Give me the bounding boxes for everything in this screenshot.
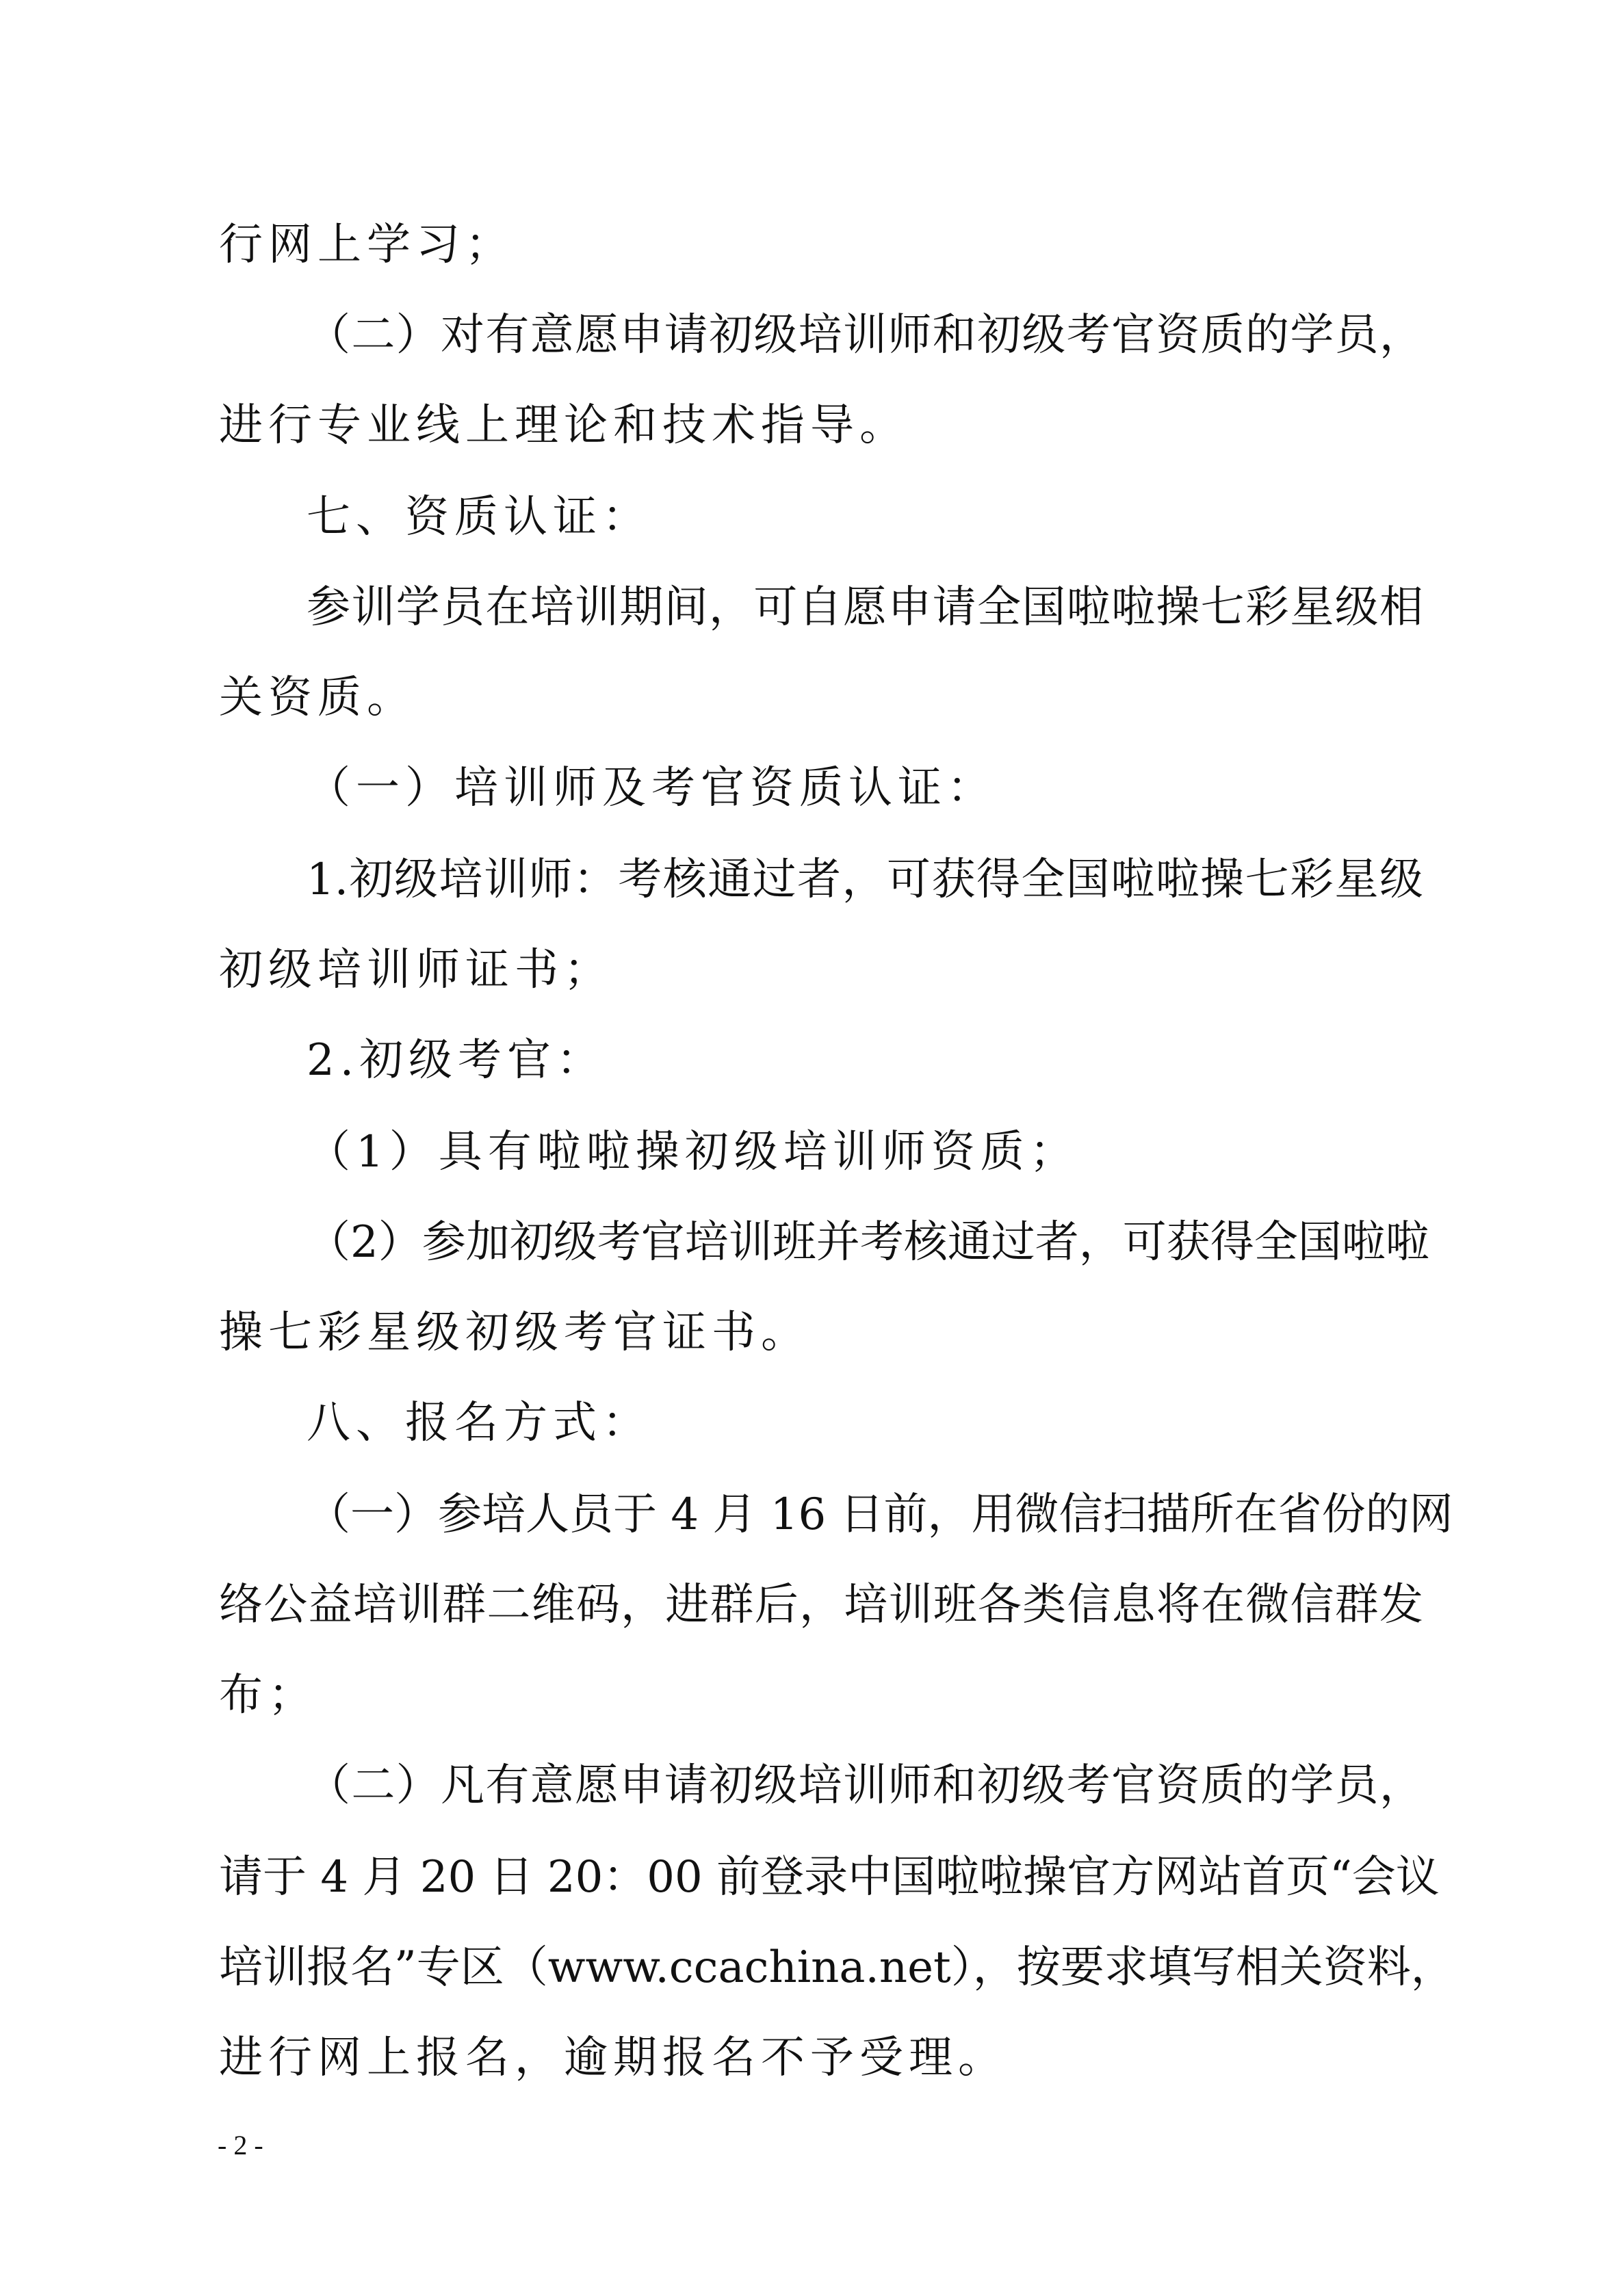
text-line: 1.初级培训师：考核通过者，可获得全国啦啦操七彩星级 <box>307 855 1423 905</box>
page-number: - 2 - <box>218 2130 263 2161</box>
text-line: 初级培训师证书； <box>219 945 613 995</box>
section-heading: 八、报名方式： <box>307 1398 651 1448</box>
text-line: （一）参培人员于 4 月 16 日前，用微信扫描所在省份的网 <box>307 1489 1453 1540</box>
text-line: 络公益培训群二维码，进群后，培训班各类信息将在微信群发 <box>219 1580 1423 1630</box>
section-heading: 七、资质认证： <box>307 492 651 543</box>
text-line: 操七彩星级初级考官证书。 <box>219 1307 810 1358</box>
text-line: 行网上学习； <box>219 220 515 270</box>
subsection-heading: （一）培训师及考官资质认证： <box>307 763 996 813</box>
text-line: 请于 4 月 20 日 20：00 前登录中国啦啦操官方网站首页“会议 <box>219 1852 1440 1903</box>
text-line: （二）凡有意愿申请初级培训师和初级考官资质的学员， <box>307 1760 1423 1811</box>
text-line: 培训报名”专区（www.ccachina.net），按要求填写相关资料， <box>219 1942 1455 1993</box>
text-line: （1）具有啦啦操初级培训师资质； <box>307 1127 1079 1177</box>
text-line: 布； <box>219 1670 317 1721</box>
text-line: 关资质。 <box>219 673 416 723</box>
text-line: 参训学员在培训期间，可自愿申请全国啦啦操七彩星级相 <box>307 582 1423 633</box>
text-line: 进行专业线上理论和技术指导。 <box>219 400 909 451</box>
text-line: 进行网上报名，逾期报名不予受理。 <box>219 2033 1007 2083</box>
text-line: （2）参加初级考官培训班并考核通过者，可获得全国啦啦 <box>307 1217 1429 1268</box>
text-line: 2.初级考官： <box>307 1035 606 1086</box>
text-line: （二）对有意愿申请初级培训师和初级考官资质的学员， <box>307 310 1423 361</box>
